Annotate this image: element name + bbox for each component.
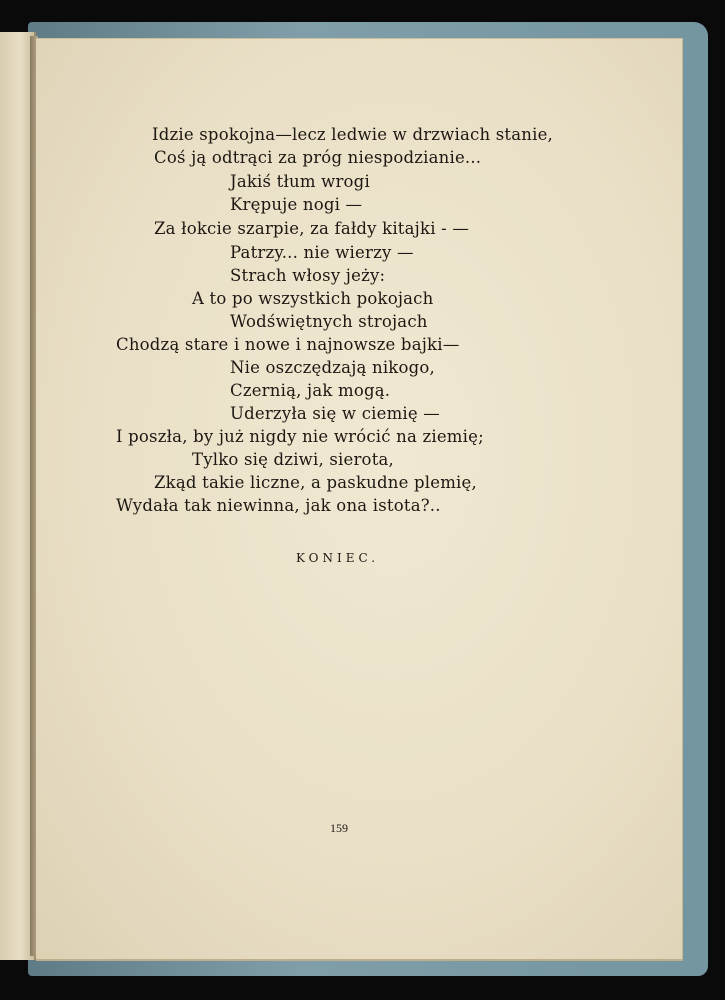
ending-label: KONIEC. (296, 551, 380, 565)
poem-line: Uderzyła się w ciemię — (230, 404, 441, 423)
poem-line: Chodzą stare i nowe i najnowsze bajki— (116, 335, 460, 354)
poem-line: A to po wszystkich pokojach (192, 289, 434, 308)
poem-line: Coś ją odtrąci za próg niespodzianie... (154, 148, 482, 167)
poem-line: Idzie spokojna—lecz ledwie w drzwiach stanie, (152, 125, 553, 144)
poem-line: Za łokcie szarpie, za fałdy kitajki - — (154, 219, 470, 238)
poem-line: Krępuje nogi — (230, 195, 363, 214)
poem-line: Wodświętnych strojach (230, 312, 428, 331)
poem-line: Patrzy... nie wierzy — (230, 243, 414, 262)
poem-line: Nie oszczędzają nikogo, (230, 358, 435, 377)
poem-line: Jakiś tłum wrogi (230, 172, 370, 191)
poem-line: Wydała tak niewinna, jak ona istota?.. (116, 496, 441, 515)
poem-line: Zkąd takie liczne, a paskudne plemię, (154, 473, 477, 492)
page-number: 159 (330, 821, 348, 835)
poem-line: Czernią, jak mogą. (230, 381, 391, 400)
poem-line: I poszła, by już nigdy nie wrócić na ziemię; (116, 427, 484, 446)
poem-line: Tylko się dziwi, sierota, (192, 450, 395, 469)
poem-line: Strach włosy jeży: (230, 266, 386, 285)
book-page (36, 38, 683, 961)
